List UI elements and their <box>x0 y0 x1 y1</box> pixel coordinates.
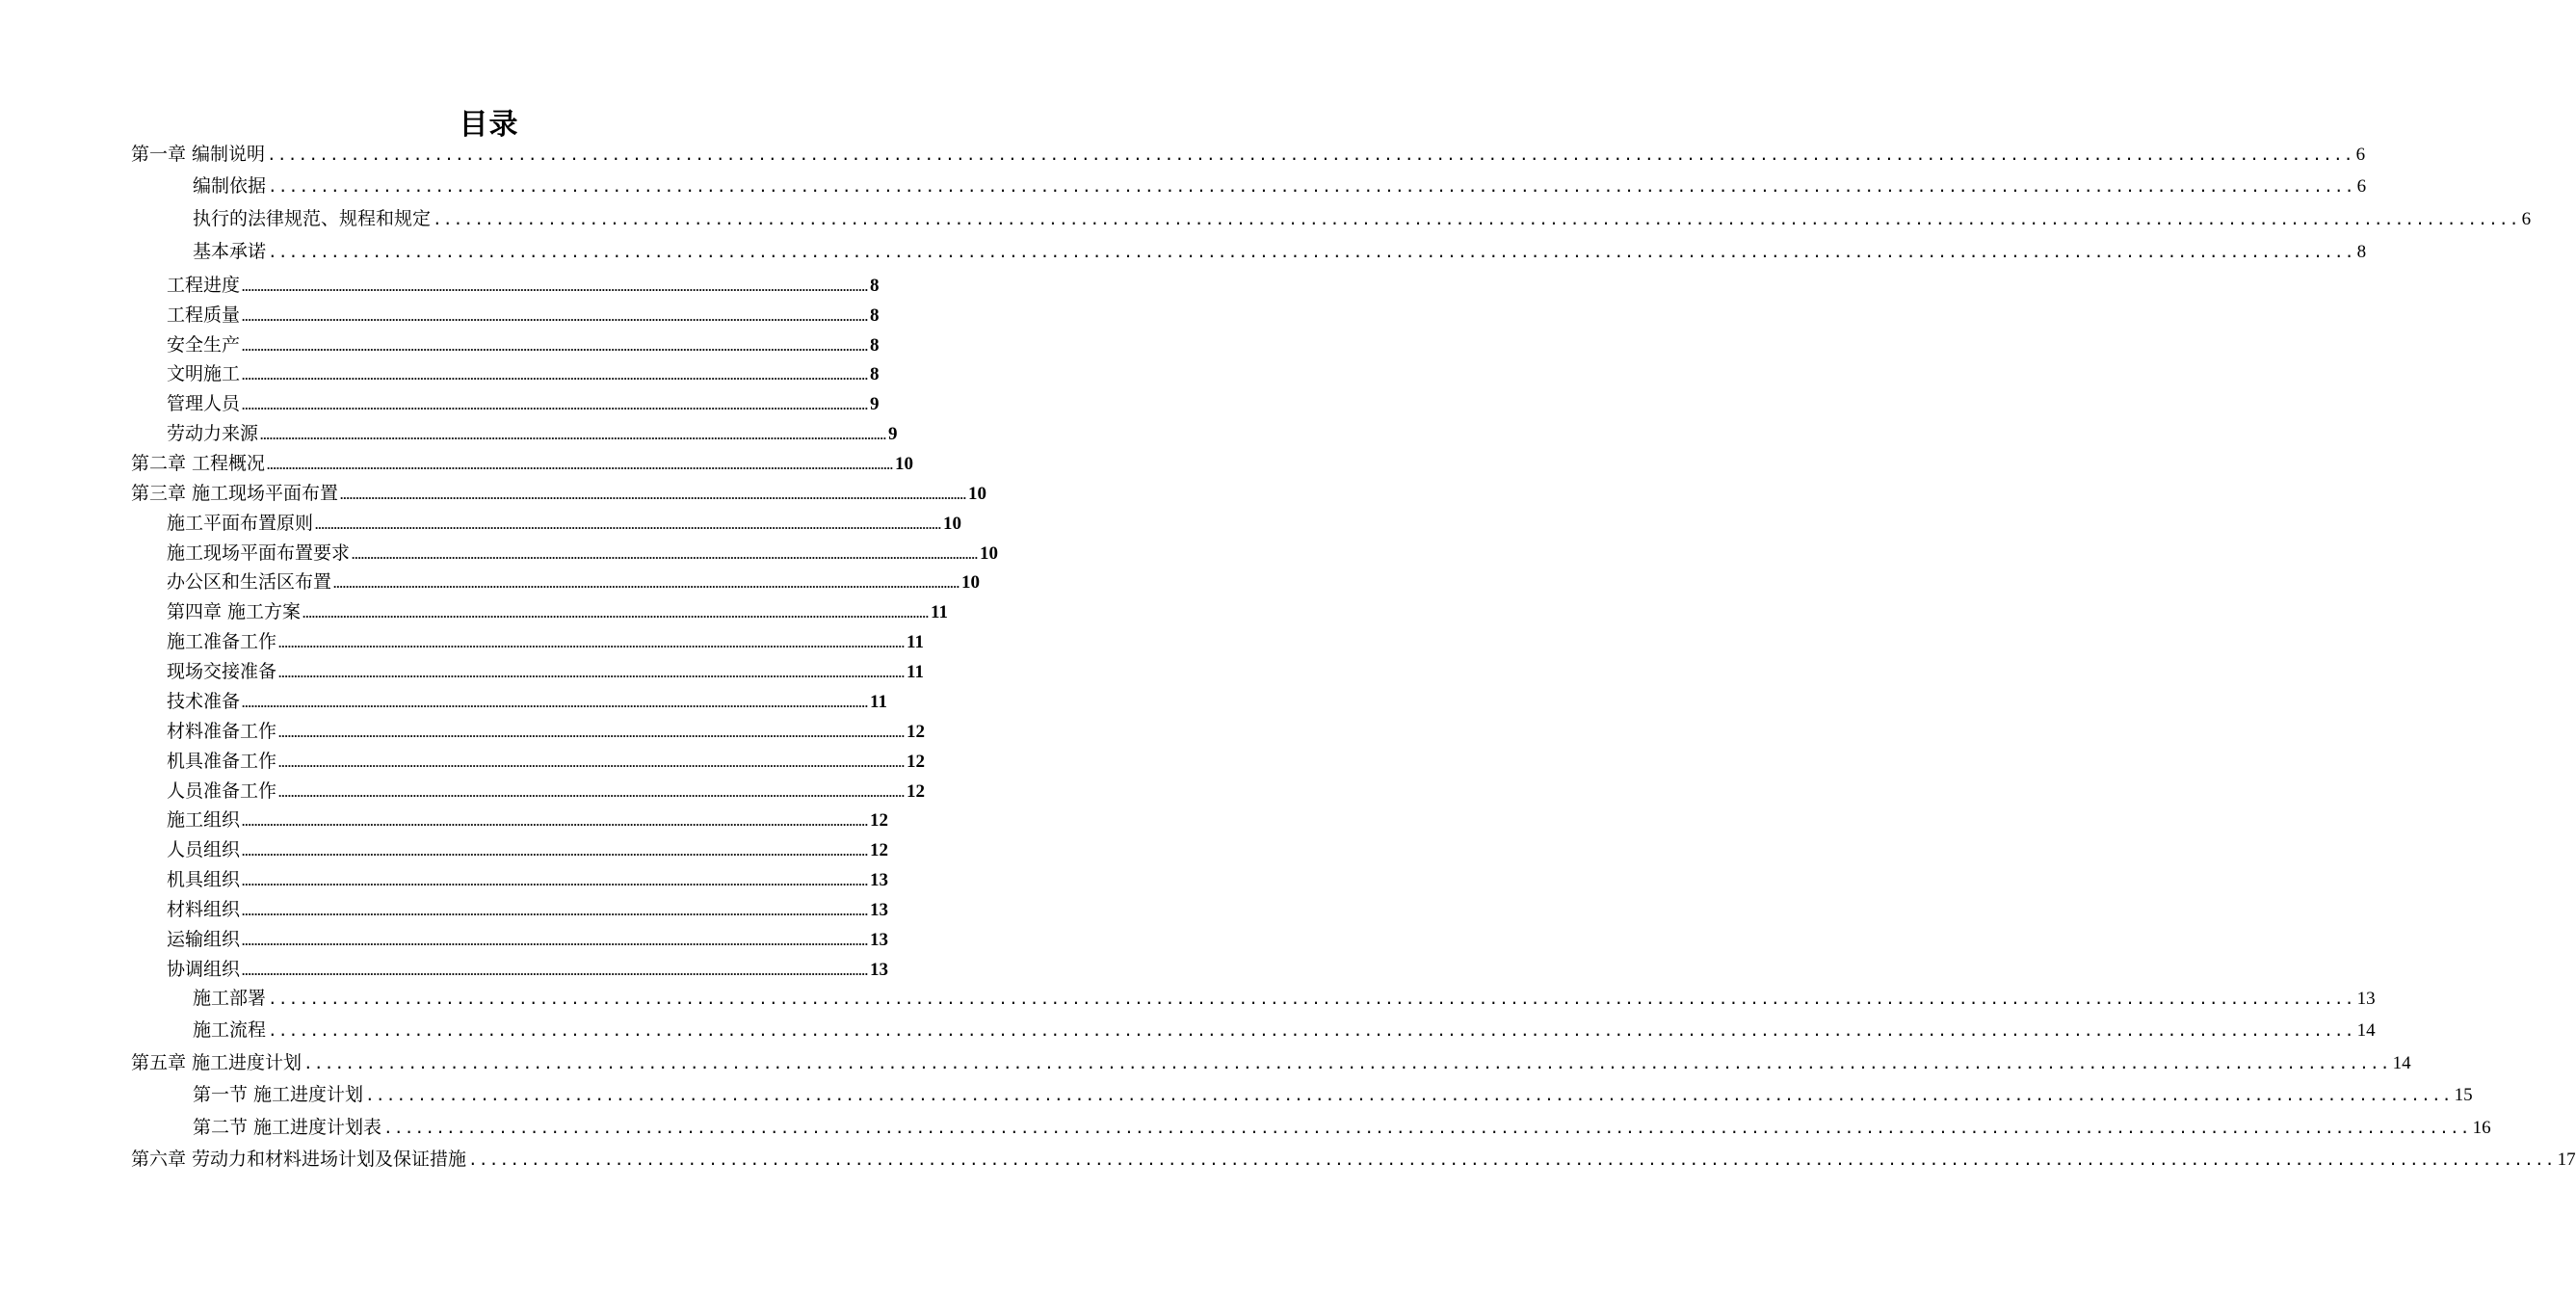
toc-entry[interactable] <box>193 1016 2376 1042</box>
dot-leader: ........................................................................................................................................................................................................ <box>242 874 869 888</box>
toc-entry-label: 施工平面布置原则 <box>167 513 314 534</box>
toc-entry[interactable] <box>167 955 889 981</box>
toc-entry-label: 第二章 工程概况 <box>131 453 266 474</box>
toc-entry[interactable] <box>167 747 926 773</box>
toc-entry-page: 11 <box>907 632 924 652</box>
toc-entry[interactable] <box>167 271 880 297</box>
toc-entry-label: 机具准备工作 <box>167 751 277 772</box>
toc-entry[interactable] <box>167 568 981 594</box>
toc-entry-label: 第五章 施工进度计划 <box>131 1052 302 1073</box>
dot-leader: ........................................................................................................................................................................................................ <box>242 368 869 383</box>
toc-entry-page: 17 <box>2557 1150 2576 1170</box>
toc-entry-label: 工程进度 <box>167 275 241 296</box>
toc-entry-label: 第四章 施工方案 <box>167 601 302 622</box>
toc-entry[interactable] <box>131 1145 2576 1171</box>
toc-entry-page: 8 <box>870 305 880 326</box>
toc-entry-label: 材料准备工作 <box>167 721 277 742</box>
toc-entry-label: 第一章 编制说明 <box>131 144 266 165</box>
toc-entry[interactable] <box>131 1048 2411 1074</box>
dot-leader: ........................................................................................................................................................................................................ <box>433 210 2520 228</box>
dot-leader: ........................................................................................................................................................................................................ <box>267 145 2354 164</box>
dot-leader: ........................................................................................................................................................................................................ <box>242 398 869 412</box>
dot-leader: ........................................................................................................................................................................................................ <box>302 606 930 621</box>
toc-entry-page: 11 <box>870 692 887 712</box>
dot-leader: ........................................................................................................................................................................................................ <box>242 696 869 710</box>
toc-entry[interactable] <box>167 687 887 713</box>
toc-entry[interactable] <box>167 835 889 861</box>
toc-entry[interactable] <box>193 172 2367 198</box>
dot-leader: ........................................................................................................................................................................................................ <box>315 517 942 532</box>
toc-entry-label: 施工准备工作 <box>167 631 277 652</box>
dot-leader: ........................................................................................................................................................................................................ <box>268 243 2355 261</box>
toc-entry[interactable] <box>167 359 880 385</box>
dot-leader: ........................................................................................................................................................................................................ <box>278 726 906 740</box>
toc-entry-page: 15 <box>2454 1085 2473 1105</box>
toc-entry-label: 施工现场平面布置要求 <box>167 542 351 564</box>
toc-entry-page: 12 <box>870 810 889 831</box>
toc-entry-label: 第六章 劳动力和材料进场计划及保证措施 <box>131 1149 467 1170</box>
dot-leader: ........................................................................................................................................................................................................ <box>340 488 967 502</box>
toc-entry-page: 12 <box>870 840 889 860</box>
toc-entry[interactable] <box>167 717 926 743</box>
toc-title: 目录 <box>459 108 519 142</box>
toc-entry-page: 10 <box>895 454 914 474</box>
toc-entry[interactable] <box>167 509 962 535</box>
toc-entry-label: 施工流程 <box>193 1019 267 1041</box>
toc-entry[interactable] <box>167 539 999 565</box>
dot-leader: ........................................................................................................................................................................................................ <box>242 904 869 918</box>
dot-leader: ........................................................................................................................................................................................................ <box>242 964 869 978</box>
dot-leader: ........................................................................................................................................................................................................ <box>278 785 906 800</box>
toc-entry-page: 12 <box>907 722 926 742</box>
dot-leader: ........................................................................................................................................................................................................ <box>268 1021 2355 1040</box>
toc-entry-page: 13 <box>870 870 889 890</box>
toc-entry-page: 13 <box>870 930 889 950</box>
dot-leader: ........................................................................................................................................................................................................ <box>383 1119 2471 1137</box>
toc-entry-page: 9 <box>888 424 898 444</box>
toc-entry[interactable] <box>167 895 889 921</box>
toc-entry-label: 现场交接准备 <box>167 661 277 682</box>
toc-entry-label: 人员组织 <box>167 839 241 860</box>
toc-entry-label: 机具组织 <box>167 869 241 890</box>
dot-leader: ........................................................................................................................................................................................................ <box>365 1086 2453 1104</box>
dot-leader: ........................................................................................................................................................................................................ <box>268 177 2355 196</box>
toc-entry-page: 6 <box>2355 145 2366 165</box>
toc-entry[interactable] <box>193 204 2532 230</box>
toc-entry-page: 11 <box>907 662 924 682</box>
dot-leader: ........................................................................................................................................................................................................ <box>352 547 979 562</box>
dot-leader: ........................................................................................................................................................................................................ <box>278 755 906 770</box>
toc-entry-page: 12 <box>907 752 926 772</box>
toc-entry-page: 13 <box>870 960 889 980</box>
dot-leader: ........................................................................................................................................................................................................ <box>468 1150 2556 1169</box>
toc-entry-page: 8 <box>870 335 880 356</box>
toc-entry-page: 14 <box>2392 1053 2411 1073</box>
toc-entry-page: 11 <box>931 602 948 622</box>
toc-entry[interactable] <box>167 865 889 891</box>
toc-entry-page: 10 <box>980 543 999 564</box>
toc-entry-page: 10 <box>961 572 981 593</box>
toc-entry-page: 8 <box>2356 242 2367 262</box>
toc-entry[interactable] <box>193 237 2367 263</box>
toc-entry[interactable] <box>131 479 987 505</box>
dot-leader: ........................................................................................................................................................................................................ <box>260 428 887 442</box>
toc-entry[interactable] <box>193 1113 2491 1139</box>
dot-leader: ........................................................................................................................................................................................................ <box>242 279 869 294</box>
dot-leader: ........................................................................................................................................................................................................ <box>242 339 869 354</box>
toc-entry-page: 13 <box>2356 989 2376 1009</box>
toc-entry-label: 工程质量 <box>167 304 241 326</box>
toc-entry[interactable] <box>167 777 926 803</box>
toc-entry[interactable] <box>167 301 880 327</box>
dot-leader: ........................................................................................................................................................................................................ <box>242 934 869 948</box>
toc-entry-page: 16 <box>2472 1118 2491 1138</box>
toc-entry-label: 基本承诺 <box>193 241 267 262</box>
toc-entry-label: 办公区和生活区布置 <box>167 571 332 593</box>
dot-leader: ........................................................................................................................................................................................................ <box>242 844 869 859</box>
toc-entry[interactable] <box>131 449 914 475</box>
toc-entry-label: 安全生产 <box>167 334 241 356</box>
toc-entry[interactable] <box>167 330 880 357</box>
toc-entry[interactable] <box>167 419 898 445</box>
toc-entry[interactable] <box>193 984 2376 1010</box>
toc-entry-label: 劳动力来源 <box>167 423 259 444</box>
toc-entry[interactable] <box>167 389 880 415</box>
toc-entry-page: 6 <box>2356 176 2367 197</box>
toc-entry-label: 运输组织 <box>167 929 241 950</box>
toc-entry[interactable] <box>167 597 948 623</box>
toc-entry[interactable] <box>167 806 889 832</box>
toc-entry[interactable] <box>193 1080 2473 1106</box>
toc-entry-page: 14 <box>2356 1020 2376 1041</box>
dot-leader: ........................................................................................................................................................................................................ <box>333 576 960 591</box>
toc-entry-page: 6 <box>2521 209 2532 229</box>
dot-leader: ........................................................................................................................................................................................................ <box>268 990 2355 1008</box>
toc-entry-page: 12 <box>907 781 926 802</box>
toc-entry-label: 管理人员 <box>167 393 241 414</box>
toc-entry-label: 协调组织 <box>167 959 241 980</box>
toc-entry-label: 施工组织 <box>167 809 241 831</box>
toc-entry-label: 第三章 施工现场平面布置 <box>131 483 339 504</box>
toc-entry-page: 8 <box>870 364 880 384</box>
dot-leader: ........................................................................................................................................................................................................ <box>267 458 894 472</box>
toc-entry-label: 第一节 施工进度计划 <box>193 1084 364 1105</box>
toc-entry[interactable] <box>167 657 924 683</box>
dot-leader: ........................................................................................................................................................................................................ <box>242 814 869 829</box>
toc-entry-page: 10 <box>943 514 962 534</box>
dot-leader: ........................................................................................................................................................................................................ <box>278 666 906 680</box>
toc-entry-label: 编制依据 <box>193 175 267 197</box>
toc-entry-page: 8 <box>870 276 880 296</box>
toc-entry-page: 10 <box>968 484 987 504</box>
toc-entry[interactable] <box>167 925 889 951</box>
toc-entry-label: 执行的法律规范、规程和规定 <box>193 208 432 229</box>
toc-entry[interactable] <box>167 627 924 653</box>
toc-entry[interactable] <box>131 140 2366 166</box>
toc-entry-label: 技术准备 <box>167 691 241 712</box>
toc-entry-label: 材料组织 <box>167 899 241 920</box>
dot-leader: ........................................................................................................................................................................................................ <box>278 636 906 650</box>
dot-leader: ........................................................................................................................................................................................................ <box>303 1054 2391 1072</box>
toc-entry-label: 施工部署 <box>193 988 267 1009</box>
toc-entry-label: 第二节 施工进度计划表 <box>193 1117 382 1138</box>
toc-entry-label: 文明施工 <box>167 363 241 384</box>
dot-leader: ........................................................................................................................................................................................................ <box>242 309 869 324</box>
toc-entry-page: 9 <box>870 394 880 414</box>
toc-entry-page: 13 <box>870 900 889 920</box>
toc-entry-label: 人员准备工作 <box>167 780 277 802</box>
